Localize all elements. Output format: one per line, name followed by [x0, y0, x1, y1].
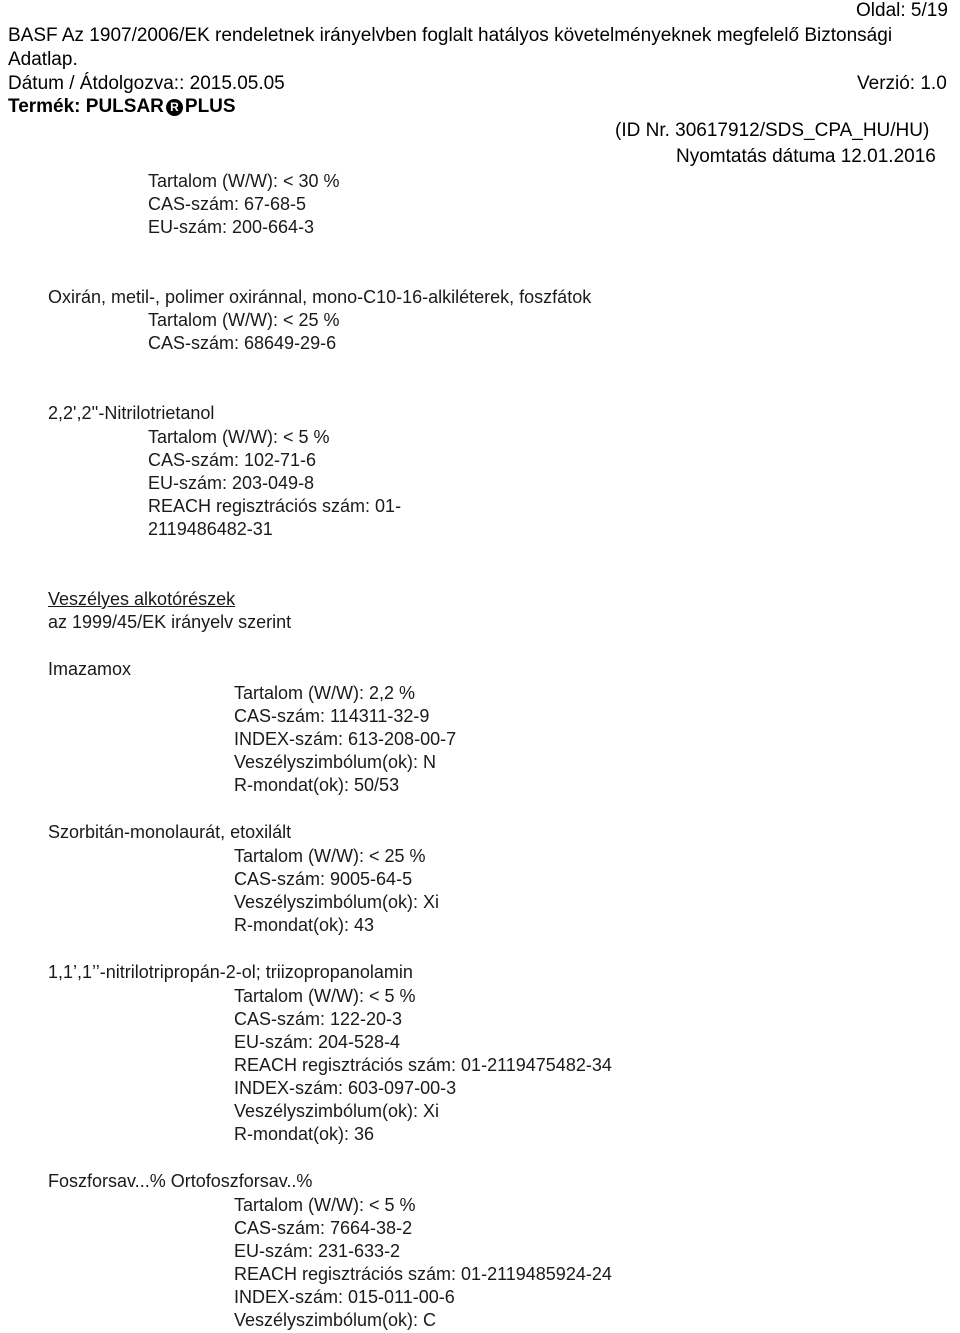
detail-line: Tartalom (W/W): < 5 % [234, 986, 416, 1006]
substance-name: 2,2',2''-Nitrilotrietanol [48, 403, 215, 423]
substance-name: Szorbitán-monolaurát, etoxilált [48, 822, 292, 842]
registered-icon: R [166, 99, 183, 116]
detail-line: CAS-szám: 102-71-6 [148, 450, 317, 470]
substance-name: Foszforsav...% Ortofoszforsav..% [48, 1171, 313, 1191]
detail-line: Tartalom (W/W): < 30 % [148, 171, 340, 191]
substance-name: Oxirán, metil-, polimer oxiránnal, mono-C10-16-alkiléterek, foszfátok [48, 287, 592, 307]
detail-line: INDEX-szám: 015-011-00-6 [234, 1287, 455, 1307]
detail-line: REACH regisztrációs szám: 01-2119475482-34 [234, 1055, 612, 1075]
detail-line: CAS-szám: 68649-29-6 [148, 333, 337, 353]
detail-line: REACH regisztrációs szám: 01- [148, 496, 402, 516]
detail-line: CAS-szám: 114311-32-9 [234, 706, 430, 726]
document-id: (ID Nr. 30617912/SDS_CPA_HU/HU) [615, 120, 930, 141]
detail-line: Veszélyszimbólum(ok): C [234, 1310, 437, 1330]
detail-line: EU-szám: 204-528-4 [234, 1032, 401, 1052]
document-title-cont: Adatlap. [8, 49, 78, 70]
detail-line: CAS-szám: 122-20-3 [234, 1009, 403, 1029]
detail-line: Tartalom (W/W): < 25 % [148, 310, 340, 330]
detail-line: Tartalom (W/W): < 5 % [148, 427, 330, 447]
product-name [8, 96, 236, 118]
detail-line: R-mondat(ok): 43 [234, 915, 375, 935]
detail-line: Tartalom (W/W): 2,2 % [234, 683, 416, 703]
detail-line: Tartalom (W/W): < 5 % [234, 1195, 416, 1215]
section-subheading: az 1999/45/EK irányelv szerint [48, 612, 292, 632]
substance-name: Imazamox [48, 659, 132, 679]
version: Verzió: 1.0 [857, 73, 947, 94]
section-heading: Veszélyes alkotórészek [48, 589, 236, 609]
detail-line: INDEX-szám: 613-208-00-7 [234, 729, 457, 749]
product-suffix: PLUS [184, 96, 236, 117]
detail-line: Tartalom (W/W): < 25 % [234, 846, 426, 866]
document-title: BASF Az 1907/2006/EK rendeletnek irányelvben foglalt hatályos követelményeknek megfelelő Biztonsági [8, 25, 893, 46]
product-prefix: Termék: PULSAR [8, 96, 164, 117]
detail-line: INDEX-szám: 603-097-00-3 [234, 1078, 457, 1098]
print-date: Nyomtatás dátuma 12.01.2016 [676, 146, 936, 167]
detail-line: EU-szám: 231-633-2 [234, 1241, 401, 1261]
detail-line: R-mondat(ok): 50/53 [234, 775, 400, 795]
substance-name: 1,1’,1’’-nitrilotripropán-2-ol; triizopropanolamin [48, 962, 413, 982]
detail-line: CAS-szám: 9005-64-5 [234, 869, 413, 889]
detail-line: EU-szám: 203-049-8 [148, 473, 315, 493]
detail-line: CAS-szám: 67-68-5 [148, 194, 307, 214]
detail-line: REACH regisztrációs szám: 01-2119485924-24 [234, 1264, 612, 1284]
detail-line: EU-szám: 200-664-3 [148, 217, 315, 237]
page-number: Oldal: 5/19 [856, 0, 948, 21]
revision-date: Dátum / Átdolgozva:: 2015.05.05 [8, 73, 285, 94]
detail-line: Veszélyszimbólum(ok): N [234, 752, 437, 772]
detail-line: CAS-szám: 7664-38-2 [234, 1218, 413, 1238]
detail-line: 2119486482-31 [148, 519, 273, 539]
detail-line: Veszélyszimbólum(ok): Xi [234, 892, 440, 912]
detail-line: R-mondat(ok): 36 [234, 1124, 375, 1144]
detail-line: Veszélyszimbólum(ok): Xi [234, 1101, 440, 1121]
